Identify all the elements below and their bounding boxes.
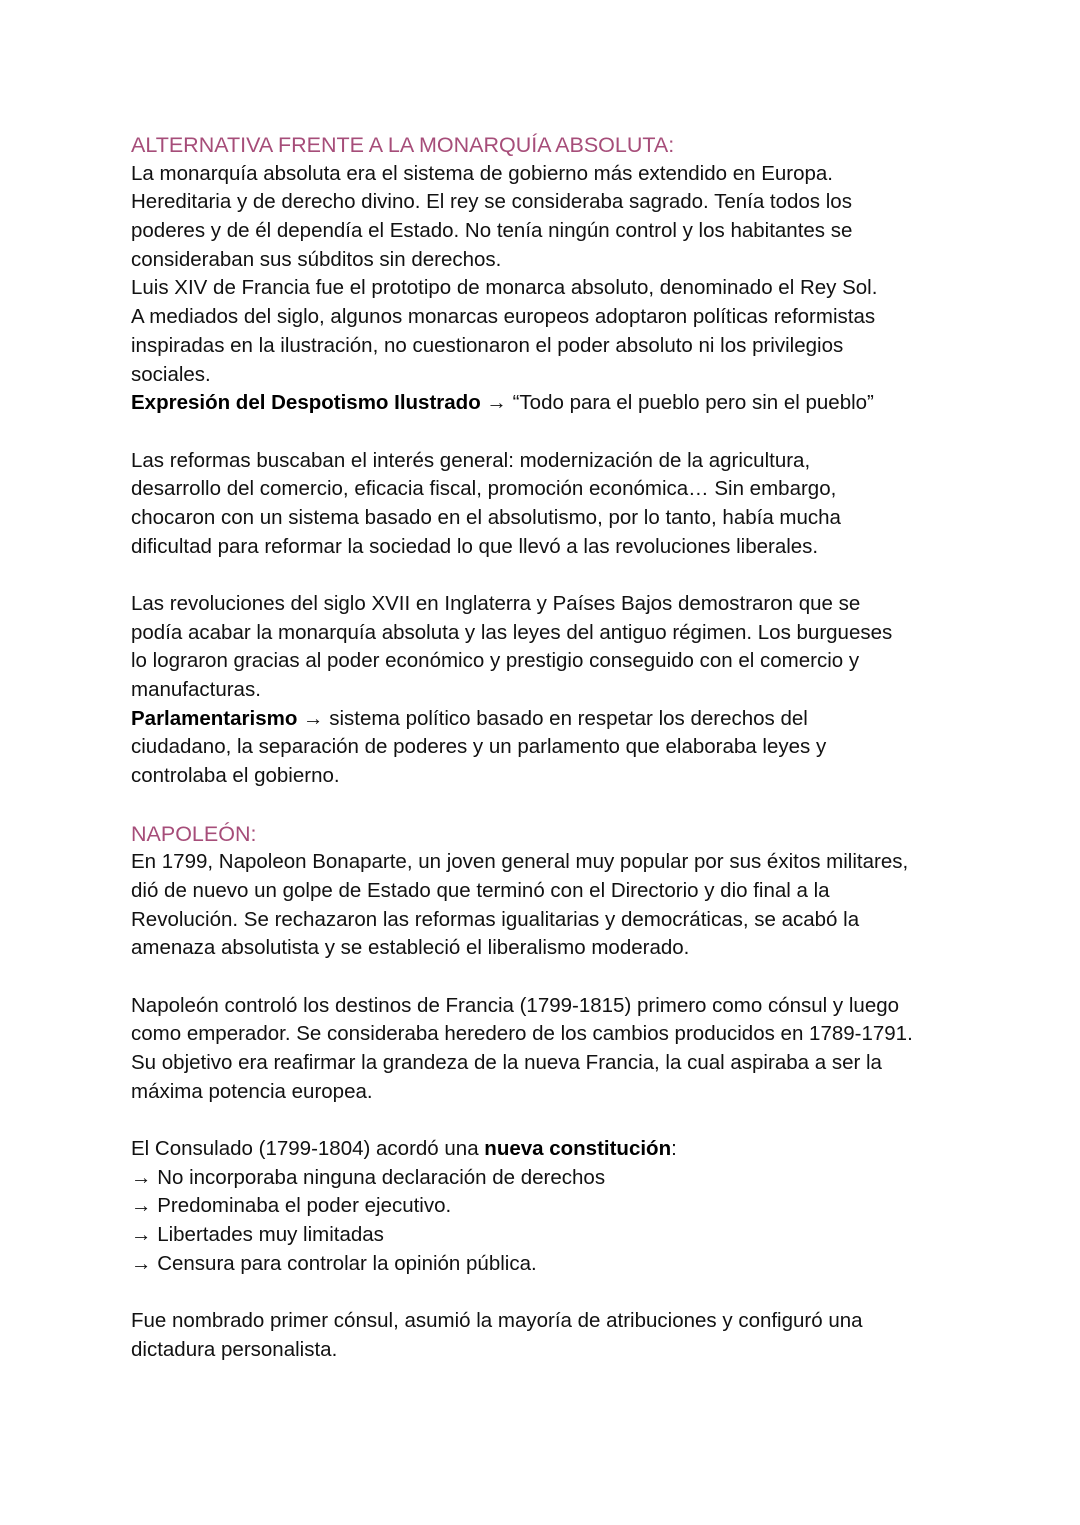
document-body bbox=[131, 131, 991, 1365]
text-segment: controlaba el gobierno. bbox=[131, 764, 340, 788]
text-line bbox=[131, 361, 991, 390]
text-line bbox=[131, 1049, 991, 1078]
text-segment: poderes y de él dependía el Estado. No tenía ningún control y los habitantes se bbox=[131, 219, 853, 243]
text-line bbox=[131, 246, 991, 275]
text-segment: podía acabar la monarquía absoluta y las leyes del antiguo régimen. Los burgueses bbox=[131, 620, 893, 644]
blank-line bbox=[131, 791, 991, 820]
text-line bbox=[131, 188, 991, 217]
text-line bbox=[131, 1336, 991, 1365]
text-segment: consideraban sus súbditos sin derechos. bbox=[131, 247, 502, 271]
bold-term: nueva constitución bbox=[484, 1137, 672, 1161]
text-segment: Hereditaria y de derecho divino. El rey se consideraba sagrado. Tenía todos los bbox=[131, 190, 852, 214]
text-segment: lo lograron gracias al poder económico y prestigio conseguido con el comercio y bbox=[131, 649, 860, 673]
text-line bbox=[131, 906, 991, 935]
text-line bbox=[131, 1135, 991, 1164]
text-segment: → Libertades muy limitadas bbox=[131, 1223, 384, 1247]
text-segment: NAPOLEÓN: bbox=[131, 821, 257, 846]
blank-line bbox=[131, 561, 991, 590]
text-line bbox=[131, 217, 991, 246]
text-line bbox=[131, 504, 991, 533]
text-line bbox=[131, 533, 991, 562]
text-segment: dictadura personalista. bbox=[131, 1337, 338, 1361]
text-segment: → sistema político basado en respetar los derechos del bbox=[297, 706, 808, 730]
text-line bbox=[131, 160, 991, 189]
text-segment: En 1799, Napoleon Bonaparte, un joven general muy popular por sus éxitos militares, bbox=[131, 850, 909, 874]
text-line bbox=[131, 705, 991, 734]
text-segment: desarrollo del comercio, eficacia fiscal, promoción económica… Sin embargo, bbox=[131, 477, 837, 501]
text-segment: dió de nuevo un golpe de Estado que terminó con el Directorio y dio final a la bbox=[131, 878, 830, 902]
text-line bbox=[131, 1307, 991, 1336]
text-line bbox=[131, 733, 991, 762]
section-heading bbox=[131, 131, 991, 160]
text-line bbox=[131, 475, 991, 504]
text-line bbox=[131, 934, 991, 963]
text-segment: → Censura para controlar la opinión pública. bbox=[131, 1251, 537, 1275]
text-segment: inspiradas en la ilustración, no cuestionaron el poder absoluto ni los privilegios bbox=[131, 333, 844, 357]
bold-term: Expresión del Despotismo Ilustrado bbox=[131, 391, 481, 415]
text-segment: Su objetivo era reafirmar la grandeza de la nueva Francia, la cual aspiraba a ser la bbox=[131, 1051, 882, 1074]
blank-line bbox=[131, 1106, 991, 1135]
text-segment: → “Todo para el pueblo pero sin el pueblo” bbox=[480, 391, 874, 415]
text-segment: La monarquía absoluta era el sistema de gobierno más extendido en Europa. bbox=[131, 161, 834, 185]
text-segment: → Predominaba el poder ejecutivo. bbox=[131, 1194, 452, 1218]
text-line bbox=[131, 992, 991, 1021]
text-segment: máxima potencia europea. bbox=[131, 1079, 373, 1103]
text-segment: amenaza absolutista y se estableció el liberalismo moderado. bbox=[131, 936, 690, 960]
text-segment: Fue nombrado primer cónsul, asumió la mayoría de atribuciones y configuró una bbox=[131, 1309, 863, 1333]
text-line bbox=[131, 1250, 991, 1279]
text-segment: El Consulado (1799-1804) acordó una bbox=[131, 1137, 485, 1161]
text-segment: manufacturas. bbox=[131, 678, 261, 702]
text-line bbox=[131, 389, 991, 418]
text-segment: Las reformas buscaban el interés general: modernización de la agricultura, bbox=[131, 448, 811, 472]
text-line bbox=[131, 1078, 991, 1107]
text-segment: como emperador. Se consideraba heredero de los cambios producidos en 1789-1791. bbox=[131, 1022, 913, 1046]
text-line bbox=[131, 303, 991, 332]
blank-line bbox=[131, 963, 991, 992]
text-line bbox=[131, 332, 991, 361]
section-heading bbox=[131, 820, 991, 849]
text-segment: Las revoluciones del siglo XVII en Inglaterra y Países Bajos demostraron que se bbox=[131, 592, 861, 615]
text-segment: A mediados del siglo, algunos monarcas europeos adoptaron políticas reformistas bbox=[131, 305, 876, 329]
text-line bbox=[131, 1164, 991, 1193]
text-segment: Napoleón controló los destinos de Francia (1799-1815) primero como cónsul y luego bbox=[131, 993, 900, 1017]
text-segment: Luis XIV de Francia fue el prototipo de monarca absoluto, denominado el Rey Sol. bbox=[131, 276, 878, 300]
text-line bbox=[131, 1020, 991, 1049]
text-line bbox=[131, 590, 991, 619]
text-line bbox=[131, 274, 991, 303]
text-line bbox=[131, 619, 991, 648]
text-line bbox=[131, 848, 991, 877]
text-segment: Revolución. Se rechazaron las reformas igualitarias y democráticas, se acabó la bbox=[131, 907, 860, 931]
blank-line bbox=[131, 1279, 991, 1308]
text-segment: → No incorporaba ninguna declaración de derechos bbox=[131, 1165, 606, 1189]
text-segment: dificultad para reformar la sociedad lo que llevó a las revoluciones liberales. bbox=[131, 534, 819, 558]
text-line bbox=[131, 447, 991, 476]
text-line bbox=[131, 762, 991, 791]
text-segment: ciudadano, la separación de poderes y un parlamento que elaboraba leyes y bbox=[131, 735, 827, 759]
text-line bbox=[131, 1221, 991, 1250]
text-segment: ALTERNATIVA FRENTE A LA MONARQUÍA ABSOLUTA: bbox=[131, 133, 675, 157]
text-line bbox=[131, 877, 991, 906]
bold-term: Parlamentarismo bbox=[131, 706, 298, 730]
text-line bbox=[131, 647, 991, 676]
text-line bbox=[131, 676, 991, 705]
text-segment: chocaron con un sistema basado en el absolutismo, por lo tanto, había mucha bbox=[131, 505, 841, 529]
text-segment: : bbox=[671, 1137, 677, 1161]
blank-line bbox=[131, 418, 991, 447]
text-segment: sociales. bbox=[131, 362, 211, 386]
text-line bbox=[131, 1192, 991, 1221]
